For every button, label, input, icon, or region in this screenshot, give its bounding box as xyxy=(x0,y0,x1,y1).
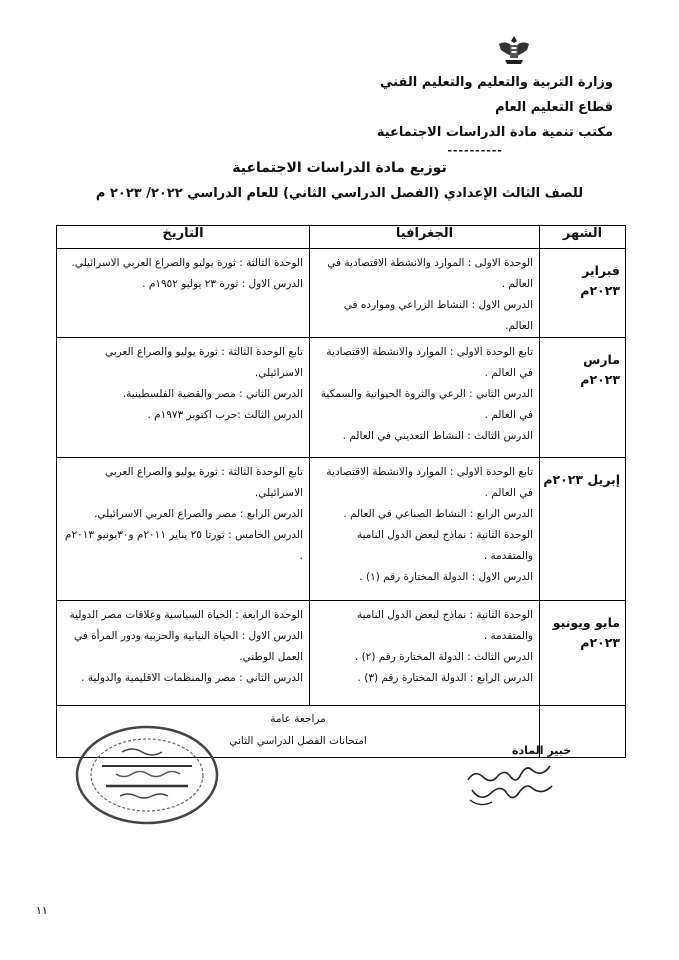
history-cell xyxy=(57,601,310,706)
table-row xyxy=(57,601,626,706)
history-column-header: التاريخ xyxy=(57,226,310,249)
lesson-line: الدرس الثاني : مصر والمنظمات الاقليمية والدولية . xyxy=(81,672,303,684)
month-cell: مارس ٢٠٢٣م xyxy=(540,338,626,458)
general-review-label: مراجعة عامة xyxy=(270,713,326,725)
history-cell xyxy=(57,249,310,338)
geography-cell xyxy=(310,458,540,601)
unit-line: الوحدة الاولى : الموارد والانشطة الاقتصادية في العالم . xyxy=(327,257,533,290)
geography-cell xyxy=(310,249,540,338)
month-cell: فبراير ٢٠٢٣م xyxy=(540,249,626,338)
geography-column-header: الجغرافيا xyxy=(310,226,540,249)
document-subtitle: للصف الثالث الإعدادي (الفصل الدراسي الثاني) للعام الدراسي ٢٠٢٢/ ٢٠٢٣ م xyxy=(95,186,584,201)
subject-expert-label: خبير المادة xyxy=(512,744,572,757)
month-column-header: الشهر xyxy=(540,226,626,249)
lesson-line: الدرس الثالث : النشاط التعديني في العالم . xyxy=(342,430,533,442)
unit-line: تابع الوحدة الثالثة : ثورة يوليو والصراع العربي الاسرائيلي. xyxy=(104,466,303,499)
table-row xyxy=(57,249,626,338)
office-name: مكتب تنمية مادة الدراسات الاجتماعية xyxy=(376,125,613,140)
history-cell xyxy=(57,458,310,601)
exams-label: امتحانات الفصل الدراسي الثاني xyxy=(229,735,367,747)
document-titles xyxy=(60,154,619,206)
lesson-line: الدرس الثالث :حرب اكتوبر ١٩٧٣م . xyxy=(147,409,303,421)
lesson-line: الدرس الثاني : مصر والقضية الفلسطينية. xyxy=(122,388,303,400)
geography-cell xyxy=(310,601,540,706)
curriculum-distribution-table xyxy=(56,225,626,758)
lesson-line: الدرس الرابع : الدولة المختارة رقم (٣) . xyxy=(357,672,533,684)
history-cell xyxy=(57,338,310,458)
letterhead xyxy=(313,70,613,157)
table-row xyxy=(57,338,626,458)
official-stamp xyxy=(72,722,222,828)
lesson-line: الدرس الثالث : الدولة المختارة رقم (٢) . xyxy=(354,651,533,663)
header-divider: ---------- xyxy=(447,144,503,157)
lesson-line: الدرس الثاني : الرعي والثروة الحيوانية والسمكية في العالم . xyxy=(320,388,533,421)
table-header-row xyxy=(57,226,626,249)
unit-line: الوحدة الثانية : نماذج لبعض الدول النامية والمتقدمة . xyxy=(357,609,533,642)
page-number: ١١ xyxy=(36,904,48,917)
unit-line: تابع الوحدة الاولى : الموارد والانشطة الاقتصادية في العالم . xyxy=(326,466,533,499)
lesson-line: الدرس الخامس : ثورتا ٢٥ يناير ٢٠١١م و٣٠يونيو ٢٠١٣م . xyxy=(64,529,303,562)
unit-line: تابع الوحدة الاولى : الموارد والانشطة الاقتصادية في العالم . xyxy=(326,346,533,379)
unit-line: الوحدة الثانية : نماذج لبعض الدول النامية والمتقدمة . xyxy=(357,529,533,562)
month-cell: مايو ويونيو ٢٠٢٣م xyxy=(540,601,626,706)
unit-line: تابع الوحدة الثالثة : ثورة يوليو والصراع العربي الاسرائيلي. xyxy=(104,346,303,379)
ministry-name: وزارة التربية والتعليم والتعليم الفني xyxy=(380,75,613,90)
unit-line: الوحدة الثالثة : ثورة يوليو والصراع العربي الاسرائيلي. xyxy=(71,257,303,269)
geography-cell xyxy=(310,338,540,458)
expert-signature xyxy=(440,756,560,816)
lesson-line: الدرس الاول : النشاط الزراعي وموارده في العالم. xyxy=(343,299,533,332)
unit-line: الوحدة الرابعة : الحياة السياسية وعلاقات مصر الدولية xyxy=(69,609,303,621)
eagle-emblem-icon xyxy=(497,34,531,68)
table-row xyxy=(57,458,626,601)
lesson-line: الدرس الاول : الحياة النيابية والحزبية ودور المرأة في العمل الوطني. xyxy=(73,630,303,663)
lesson-line: الدرس الرابع : مصر والصراع العربي الاسرائيلي. xyxy=(94,508,303,520)
document-title: توزيع مادة الدراسات الاجتماعية xyxy=(232,160,447,176)
lesson-line: الدرس الاول : الدولة المختارة رقم (١) . xyxy=(359,571,533,583)
sector-name: قطاع التعليم العام xyxy=(495,100,613,115)
lesson-line: الدرس الرابع : النشاط الصناعي في العالم . xyxy=(343,508,533,520)
month-cell: إبريل ٢٠٢٣م xyxy=(540,458,626,601)
lesson-line: الدرس الاول : ثورة ٢٣ يوليو ١٩٥٢م . xyxy=(142,278,303,290)
